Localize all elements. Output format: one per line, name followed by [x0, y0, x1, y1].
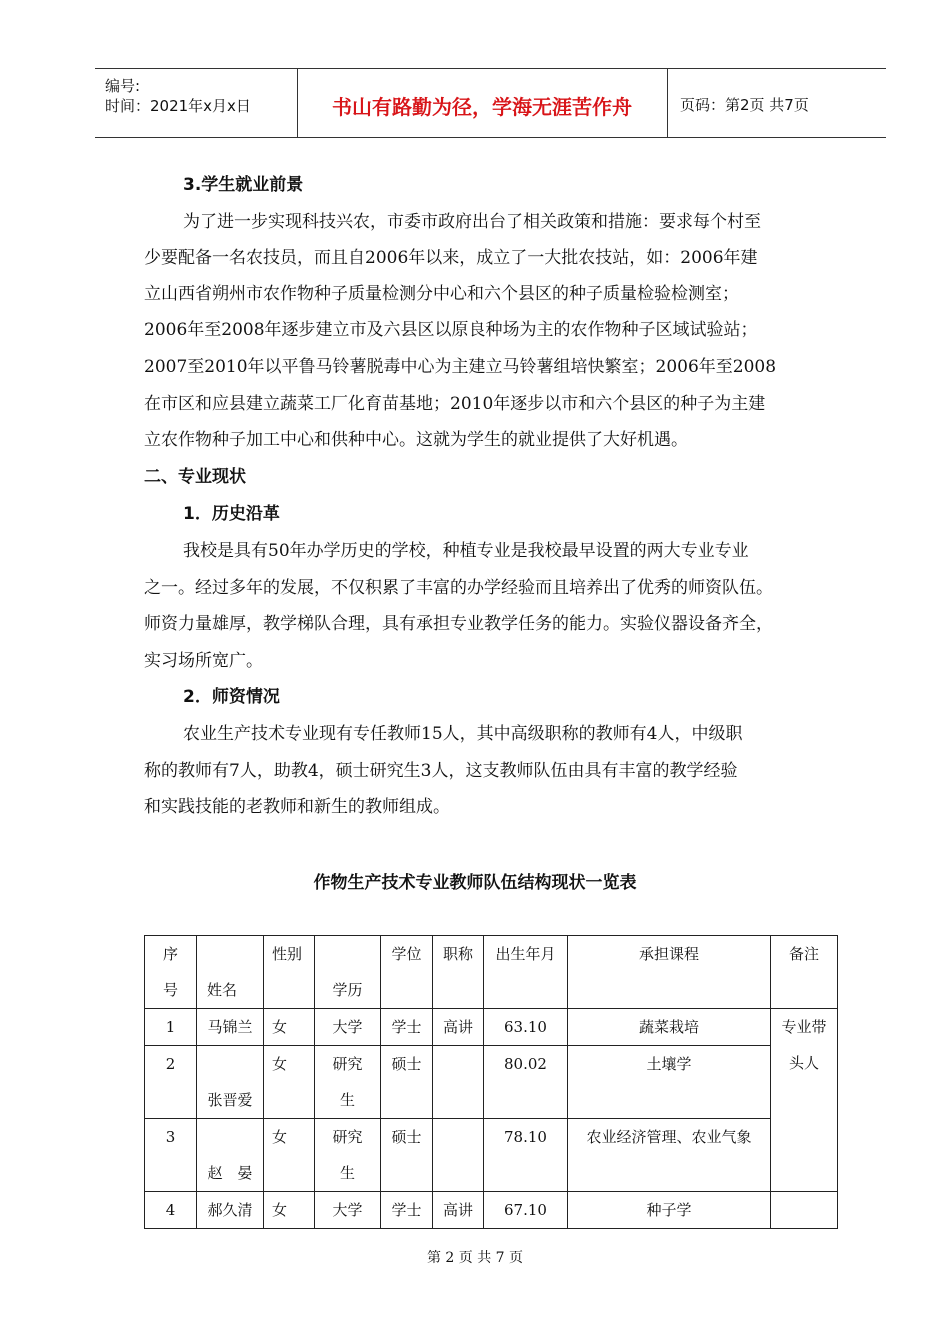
time-label: 时间：2021年x月x日 [105, 97, 251, 115]
cell-birth: 67.10 [484, 1192, 568, 1229]
motto: 书山有路勤为径，学海无涯苦作舟 [332, 95, 632, 119]
cell-birth: 78.10 [484, 1119, 568, 1192]
number-label: 编号: [105, 77, 141, 95]
paragraph-line: 和实践技能的老教师和新生的教师组成。 [144, 797, 450, 817]
table-row [145, 1009, 838, 1046]
cell-education-bottom: 生 [339, 1091, 355, 1109]
cell-name: 郝久清 [197, 1192, 264, 1229]
cell-no: 4 [145, 1192, 197, 1229]
remark-bottom: 头人 [788, 1054, 819, 1072]
cell-education-top: 研究 [332, 1055, 363, 1073]
paragraph-line: 2006年至2008年逐步建立市及六县区以原良种场为主的农作物种子区域试验站； [144, 320, 758, 340]
cell-education [315, 1046, 381, 1119]
teacher-table [144, 935, 838, 1229]
cell-degree: 学士 [381, 1009, 433, 1046]
paragraph-line: 实习场所宽广。 [144, 651, 263, 671]
cell-courses: 蔬菜栽培 [568, 1009, 771, 1046]
cell-remark-empty [771, 1192, 838, 1229]
remark-top: 专业带 [781, 1018, 827, 1036]
cell-name: 马锦兰 [197, 1009, 264, 1046]
subsection-heading: 1．历史沿革 [183, 504, 280, 524]
cell-courses: 土壤学 [568, 1046, 771, 1119]
header-no-top: 序 [162, 945, 178, 963]
header-education [315, 936, 381, 1009]
paragraph-line: 师资力量雄厚，教学梯队合理，具有承担专业教学任务的能力。实验仪器设备齐全， [144, 614, 773, 634]
cell-remark [771, 1009, 838, 1192]
table-row [145, 1192, 838, 1229]
cell-gender: 女 [264, 1192, 315, 1229]
page-header [95, 68, 886, 138]
header-meta [95, 69, 298, 137]
header-name-text: 姓名 [207, 981, 238, 999]
cell-education: 大学 [315, 1009, 381, 1046]
cell-name-text: 张晋爱 [207, 1091, 253, 1109]
paragraph-line: 称的教师有7人，助教4，硕士研究生3人，这支教师队伍由具有丰富的教学经验 [144, 761, 738, 781]
cell-gender: 女 [264, 1046, 315, 1119]
cell-degree: 学士 [381, 1192, 433, 1229]
table-header-row [145, 936, 838, 1009]
cell-gender: 女 [264, 1119, 315, 1192]
cell-title [433, 1046, 484, 1119]
paragraph-line: 农业生产技术专业现有专任教师15人，其中高级职称的教师有4人，中级职 [183, 724, 743, 744]
cell-no: 3 [145, 1119, 197, 1192]
cell-title [433, 1119, 484, 1192]
paragraph-line: 我校是具有50年办学历史的学校，种植专业是我校最早设置的两大专业专业 [183, 541, 749, 561]
cell-education-bottom: 生 [339, 1164, 355, 1182]
cell-birth: 80.02 [484, 1046, 568, 1119]
cell-title: 高讲 [433, 1192, 484, 1229]
paragraph-line: 立山西省朔州市农作物种子质量检测分中心和六个县区的种子质量检验检测室； [144, 284, 739, 304]
section-heading: 二、专业现状 [144, 467, 246, 487]
cell-education [315, 1119, 381, 1192]
header-remark: 备注 [771, 936, 838, 1009]
page-footer: 第 2 页 共 7 页 [426, 1250, 524, 1266]
cell-courses: 种子学 [568, 1192, 771, 1229]
paragraph-line: 为了进一步实现科技兴农，市委市政府出台了相关政策和措施：要求每个村至 [183, 212, 761, 232]
header-title: 职称 [433, 936, 484, 1009]
header-education-text: 学历 [332, 981, 363, 999]
section-heading: 3.学生就业前景 [183, 175, 304, 195]
cell-title: 高讲 [433, 1009, 484, 1046]
subsection-heading: 2．师资情况 [183, 687, 280, 707]
cell-birth: 63.10 [484, 1009, 568, 1046]
cell-gender: 女 [264, 1009, 315, 1046]
cell-education-top: 研究 [332, 1128, 363, 1146]
cell-name-text: 赵 晏 [207, 1164, 253, 1182]
cell-education: 大学 [315, 1192, 381, 1229]
header-motto-cell [297, 69, 668, 137]
cell-name [197, 1119, 264, 1192]
cell-no: 2 [145, 1046, 197, 1119]
header-gender: 性别 [264, 936, 315, 1009]
cell-courses: 农业经济管理、农业气象 [568, 1119, 771, 1192]
header-no [145, 936, 197, 1009]
cell-name [197, 1046, 264, 1119]
paragraph-line: 在市区和应县建立蔬菜工厂化育苗基地；2010年逐步以市和六个县区的种子为主建 [144, 394, 766, 414]
table-row [145, 1119, 838, 1192]
cell-degree: 硕士 [381, 1119, 433, 1192]
header-courses: 承担课程 [568, 936, 771, 1009]
paragraph-line: 少要配备一名农技员，而且自2006年以来，成立了一大批农技站，如：2006年建 [144, 248, 758, 268]
header-degree: 学位 [381, 936, 433, 1009]
paragraph-line: 2007至2010年以平鲁马铃薯脱毒中心为主建立马铃薯组培快繁室；2006年至2008 [144, 357, 777, 377]
cell-degree: 硕士 [381, 1046, 433, 1119]
header-no-bottom: 号 [162, 981, 178, 999]
header-name [197, 936, 264, 1009]
table-row [145, 1046, 838, 1119]
table-caption: 作物生产技术专业教师队伍结构现状一览表 [313, 873, 637, 893]
page-info: 页码：第2页 共7页 [680, 96, 809, 114]
paragraph-line: 之一。经过多年的发展，不仅积累了丰富的办学经验而且培养出了优秀的师资队伍。 [144, 578, 773, 598]
header-birth: 出生年月 [484, 936, 568, 1009]
paragraph-line: 立农作物种子加工中心和供种中心。这就为学生的就业提供了大好机遇。 [144, 430, 688, 450]
cell-no: 1 [145, 1009, 197, 1046]
